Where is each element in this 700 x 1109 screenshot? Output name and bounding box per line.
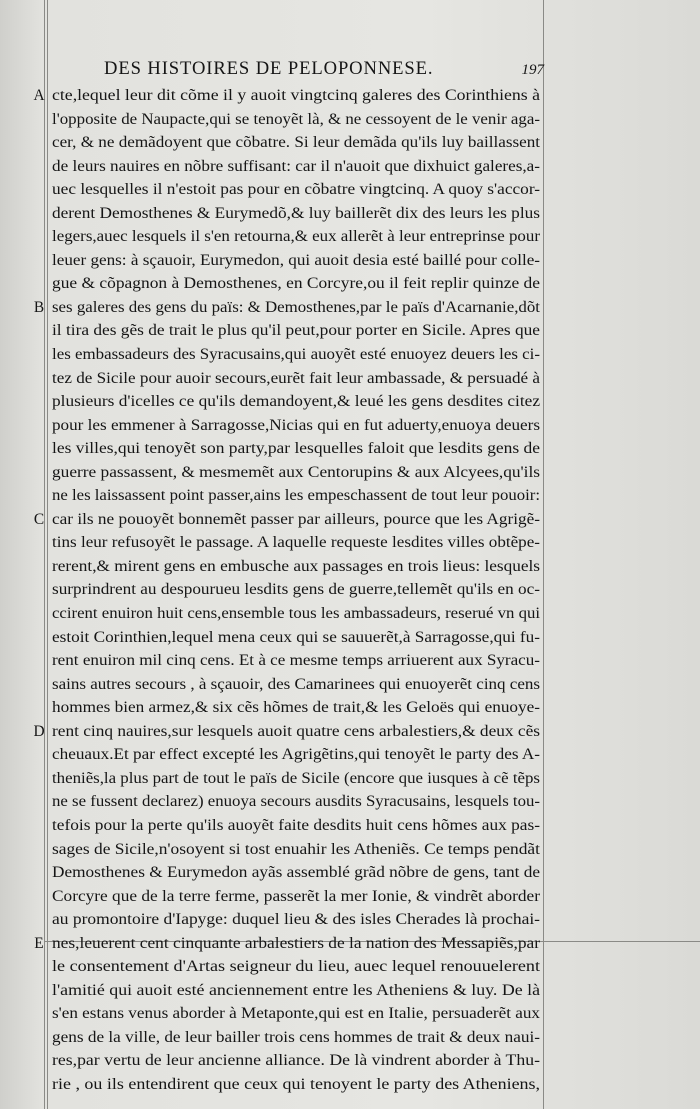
text-line — [52, 1073, 540, 1097]
line-text: ne les laissassent point passer,ains les empeschassent de tout leur pouoir: — [52, 487, 540, 505]
line-text: ne se fussent declarez) enuoya secours ausdits Syracusains, lesquels tou- — [52, 793, 541, 811]
line-text: rent enuiron mil cinq cens. Et à ce mesme temps arriuerent aux Syracu- — [52, 652, 541, 670]
line-text: de leurs nauires en nõbre suffisant: car il n'auoit que dixhuict galeres,a- — [52, 157, 541, 175]
line-text: les villes,qui tenoyẽt son party,par lesquelles faloit que lesdits gens de — [52, 440, 540, 458]
line-text: gens de la ville, de leur bailler trois cens hommes de trait & deux naui- — [52, 1028, 540, 1046]
line-text: l'opposite de Naupacte,qui se tenoyẽt là, & ne cessoyent de le venir aga- — [52, 110, 540, 128]
text-line — [52, 578, 540, 602]
line-text: pour les emmener à Sarragosse,Nicias qui en fut aduerty,enuoya deuers — [52, 416, 540, 434]
line-text: nes,leuerent cent cinquante arbalestiers de la nation des Messapiẽs,par — [52, 934, 541, 952]
line-text: cheuaux.Et par effect excepté les Agrigẽtins,qui tenoyẽt le party des A- — [52, 746, 540, 764]
line-text: guerre passassent, & mesmemẽt aux Centorupins & aux Alcyees,qu'ils — [52, 463, 541, 481]
text-line — [52, 979, 540, 1003]
text-line — [52, 225, 540, 249]
margin-section-marker: E — [34, 934, 44, 952]
line-text: rerent,& mirent gens en embusche aux passages en trois lieus: lesquels — [52, 557, 541, 575]
text-line — [52, 155, 540, 179]
text-line — [52, 484, 540, 508]
text-line — [52, 955, 540, 979]
text-line — [52, 1026, 540, 1050]
line-text: derent Demosthenes & Eurymedõ,& luy baillerẽt dix des leurs les plus — [52, 204, 540, 222]
text-line — [52, 319, 540, 343]
text-line — [52, 272, 540, 296]
line-text: theniẽs,la plus part de tout le païs de Sicile (encore que iusques à cẽ tẽps — [52, 769, 540, 787]
text-line — [52, 908, 540, 932]
text-line — [52, 108, 540, 132]
line-text: s'en estans venus aborder à Metaponte,qui est en Italie, persuaderẽt aux — [52, 1005, 540, 1023]
text-line — [52, 414, 540, 438]
margin-rule-right — [543, 0, 544, 1109]
line-text: leuer gens: à sçauoir, Eurymedon, qui auoit desia esté baillé pour colle- — [52, 251, 540, 269]
text-line — [52, 767, 540, 791]
text-line — [52, 814, 540, 838]
line-text: Corcyre que de la terre ferme, passerẽt la mer Ionie, & vindrẽt aborder — [52, 887, 540, 905]
line-text: il tira des gẽs de trait le plus qu'il peut,pour porter en Sicile. Apres que — [52, 322, 540, 340]
line-text: le consentement d'Artas seigneur du lieu, auec lequel renouuelerent — [52, 958, 540, 976]
line-text: cer, & ne demãdoyent que cõbatre. Si leur demãda qu'ils luy baillassent — [52, 134, 541, 152]
line-text: tins leur refusoyẽt le passage. A laquelle requeste lesdites villes obtẽpe- — [52, 534, 540, 552]
line-text: hommes bien armez,& six cẽs hõmes de trait,& les Geloës qui enuoye- — [52, 699, 541, 717]
line-text: gue & cõpagnon à Demosthenes, en Corcyre,ou il feit replir quinze de — [52, 275, 540, 293]
line-text: estoit Corinthien,lequel mena ceux qui se sauuerẽt,à Sarragosse,qui fu- — [52, 628, 540, 646]
text-line — [52, 861, 540, 885]
text-line — [33, 508, 541, 532]
margin-section-marker: B — [33, 298, 45, 316]
text-line — [52, 202, 540, 226]
line-text: sains autres secours , à sçauoir, des Camarinees qui enuoyerẽt cinq cens — [52, 675, 541, 693]
text-line — [52, 1002, 540, 1026]
line-text: rent cinq nauires,sur lesquels auoit quatre cens arbalestiers,& deux cẽs — [52, 722, 541, 740]
text-line — [52, 555, 540, 579]
margin-section-marker: A — [33, 87, 45, 104]
text-line — [52, 461, 540, 485]
line-text: tefois pour la perte qu'ils auoyẽt faite desdits huit cens hõmes aux pas- — [52, 816, 540, 834]
line-text: plusieurs d'icelles ce qu'ils demandoyent,& leué les gens desdites citez — [52, 393, 540, 411]
line-text: legers,auec lesquels il s'en retourna,& eux allerẽt à leur entreprinse pour — [52, 228, 540, 246]
line-text: car ils ne pouoyẽt bonnemẽt passer par ailleurs, pource que les Agrigẽ- — [52, 510, 541, 528]
text-line — [52, 178, 540, 202]
text-line — [52, 790, 540, 814]
line-text: rie , ou ils entendirent que ceux qui tenoyent le party des Atheniens, — [52, 1075, 541, 1093]
running-header — [104, 58, 544, 80]
line-text: ccirent enuiron huit cens,ensemble tous les ambassadeurs, reserué vn qui — [52, 605, 541, 623]
line-text: surprindrent au despourueu lesdits gens de guerre,tellemẽt qu'ils en oc- — [52, 581, 541, 599]
text-line — [52, 390, 540, 414]
margin-section-marker: D — [33, 722, 45, 740]
text-line — [52, 249, 540, 273]
text-line — [52, 531, 540, 555]
text-line — [52, 696, 540, 720]
line-text: uec lesquelles il n'estoit pas pour en cõbatre vingtcinq. A quoy s'accor- — [52, 181, 541, 199]
line-text: ses galeres des gens du païs: & Demosthenes,par le païs d'Acarnanie,dõt — [52, 298, 540, 316]
text-line — [33, 84, 540, 108]
text-line — [52, 885, 540, 909]
margin-rule-inner — [47, 0, 48, 1109]
line-text: au promontoire d'Iapyge: duquel lieu & des isles Cherades là prochai- — [52, 911, 540, 929]
text-line — [52, 626, 540, 650]
text-line — [34, 932, 541, 956]
text-line — [52, 838, 540, 862]
running-title: DES HISTOIRES DE PELOPONNESE. — [104, 58, 434, 79]
text-line — [33, 720, 541, 744]
line-text: cte,lequel leur dit cõme il y auoit vingtcinq galeres des Corinthiens à — [52, 87, 540, 104]
line-text: tez de Sicile pour auoir secours,eurẽt fait leur ambassade, & persuadé à — [52, 369, 541, 387]
page-number: 197 — [521, 62, 544, 78]
text-line — [52, 437, 540, 461]
line-text: l'amitié qui auoit esté anciennement entre les Atheniens & luy. De là — [52, 981, 541, 999]
text-line — [52, 1049, 540, 1073]
text-line — [52, 131, 540, 155]
text-line — [52, 367, 540, 391]
margin-section-marker: C — [33, 510, 45, 528]
text-line — [52, 343, 540, 367]
line-text: Demosthenes & Eurymedon ayãs assemblé grãd nõbre de gens, tant de — [52, 864, 540, 882]
text-line — [52, 743, 540, 767]
line-text: res,par vertu de leur ancienne alliance. De là vindrent aborder à Thu- — [52, 1052, 540, 1070]
text-line — [33, 296, 540, 320]
body-text — [33, 84, 541, 1097]
line-text: les embassadeurs des Syracusains,qui auoyẽt esté enuoyez deuers les ci- — [52, 346, 540, 364]
text-line — [52, 602, 540, 626]
text-line — [52, 649, 540, 673]
line-text: sages de Sicile,n'osoyent si tost enuahir les Atheniẽs. Ce temps pendãt — [52, 840, 540, 858]
text-line — [52, 673, 540, 697]
